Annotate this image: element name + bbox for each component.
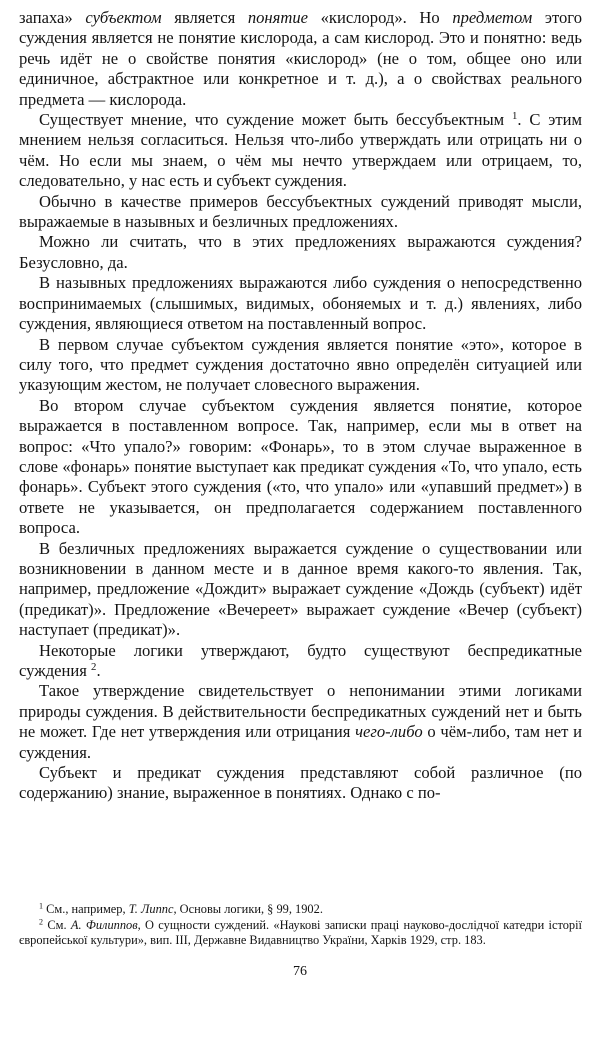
text-run: Существует мнение, что суждение может быть бессубъектным — [39, 110, 512, 130]
text-run: Такое утверждение свидетельствует о непонимании этими логиками природы суждения. В действительности беспредикатных суждений нет и быть не может. Где нет утверждения или отрицания — [19, 681, 582, 742]
text-run: В первом случае субъектом суждения является понятие «это», которое в силу того, что предмет суждения достаточно явно определён ситуацией или указующим жестом, не получает словесного выражения. — [19, 334, 582, 395]
text-run: . — [96, 661, 101, 680]
paragraph — [19, 681, 582, 763]
text-run: Основы логики, § 99, 1902. — [176, 902, 323, 916]
text-run: Некоторые логики утверждают, будто существуют беспредикатные суждения — [19, 640, 582, 680]
footnote-marker: 2 — [91, 661, 97, 674]
text-run: Можно ли считать, что в этих предложениях выражаются суждения? Безусловно, да. — [19, 232, 582, 272]
text-run: Обычно в качестве примеров бессубъектных суждений приводят мысли, выражаемые в назывных и безличных предложениях. — [19, 191, 582, 232]
text-run: о чём-либо, там нет и суждения. — [19, 722, 582, 762]
paragraph — [19, 192, 582, 233]
footnote — [19, 902, 582, 918]
paragraph — [19, 335, 582, 396]
paragraph — [19, 273, 582, 334]
footnote — [19, 918, 582, 949]
text-run: См. — [43, 917, 71, 932]
paragraph — [19, 232, 582, 273]
text-run: В безличных предложениях выражается суждение о существовании или возникновении в данном месте и в данное время какого-то явления. Так, например, предложение «Дождит» выражает суждение «Дождь (субъект) идёт (предикат)». Предложение «Вечереет» выражает суждение «Вечер (субъект) наступает (предикат)». — [19, 538, 582, 640]
text-run: См., например, — [43, 902, 129, 916]
footnote-marker: 2 — [39, 917, 44, 927]
text-run: О сущности суждений. «Наукові записки праці науково-дослідчої катедри історії європейської культури», вип. III, Державне Видавництво України, Харків 1929, стр. 183. — [19, 917, 582, 947]
text-run: «кислород». Но — [308, 8, 453, 27]
paragraph — [19, 641, 582, 682]
italic-text: субъектом — [85, 8, 162, 27]
paragraph — [19, 539, 582, 641]
paragraph — [19, 396, 582, 539]
footnote-marker: 1 — [39, 901, 44, 911]
paragraph — [19, 110, 582, 192]
paragraph — [19, 8, 582, 110]
footnotes — [19, 902, 582, 949]
italic-text: А. Филиппов, — [70, 917, 141, 932]
paragraph — [19, 763, 582, 804]
page-number: 76 — [293, 964, 307, 979]
italic-text: чего-либо — [355, 722, 423, 742]
text-run: этого суждения является не понятие кислорода, а сам кислород. Это и понятно: ведь речь идёт не о свойстве понятия «кислород» (не о том, общее оно или единичное, абстрактное или конкретное и т. д.), а о свойствах реального предмета — кислорода. — [19, 8, 583, 109]
text-run: В назывных предложениях выражаются либо суждения о непосредственно воспринимаемых (слышимых, видимых, обоняемых и т. д.) явлениях, либо суждения, являющиеся ответом на поставленный вопрос. — [19, 273, 582, 334]
italic-text: понятие — [247, 8, 309, 27]
text-run: Во втором случае субъектом суждения является понятие, которое выражается в поставленном вопросе. Так, например, если мы в ответ на вопрос: «Что упало?» говорим: «Фонарь», то в этом случае выраженное в слове «фонарь» понятие выступает как предикат суждения «То, что упало, есть фонарь». Субъект этого суждения («то, что упало» или «упавший предмет») в ответе не указывается, он предполагается содержанием поставленного вопроса. — [19, 395, 582, 538]
text-run: запаха» — [19, 8, 86, 27]
italic-text: предметом — [452, 8, 533, 27]
text-run: является — [161, 8, 248, 27]
body-text — [19, 8, 582, 804]
text-run: Субъект и предикат суждения представляют собой различное (по содержанию) знание, выраженное в понятиях. Однако с по- — [19, 763, 582, 803]
text-run: . С этим мнением нельзя согласиться. Нельзя что-либо утверждать или отрицать ни о чём. Но если мы знаем, о чём мы нечто утверждаем или отрицаем, то, следовательно, у нас есть и субъект суждения. — [19, 110, 582, 191]
italic-text: Т. Липпс, — [128, 902, 177, 916]
footnote-marker: 1 — [511, 110, 518, 123]
